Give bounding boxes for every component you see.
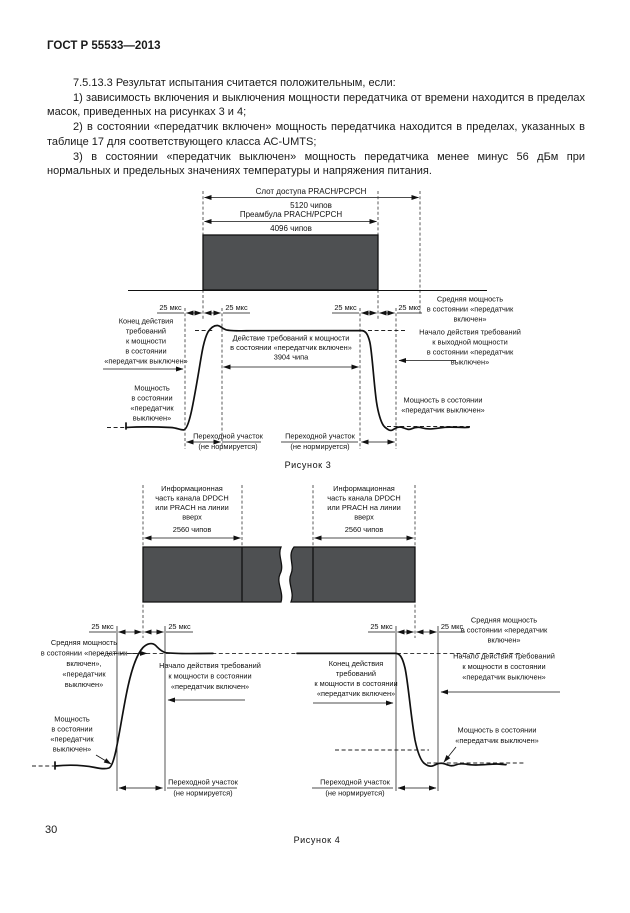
fig3-power-off-left-line: «передатчик	[130, 403, 174, 413]
fig4-burst-left	[143, 547, 282, 602]
fig4-power-off-left-line: «передатчик	[50, 734, 94, 744]
fig3-off-req-start-line: к выходной мощности	[432, 337, 508, 347]
fig4-level-lines	[32, 653, 524, 766]
fig4-avg-on-off-line: Средняя мощность	[50, 638, 118, 647]
fig4-on-req-end-line: требований	[335, 669, 377, 678]
fig3-on-req-line: 3904 чипа	[273, 352, 309, 362]
fig4-off-req-start-line: к мощности в состоянии	[462, 662, 546, 671]
page-number: 30	[45, 824, 58, 836]
fig4-info-left	[145, 484, 241, 538]
fig3-power-off-left-line: Мощность	[134, 383, 170, 393]
fig3-off-req-end-line: Конец действия	[118, 316, 174, 326]
fig3-burst-block	[128, 235, 487, 291]
fig4-avg-on-off-line: включен»,	[66, 659, 102, 668]
fig3-on-req-line: в состоянии «передатчик включен»	[230, 343, 352, 352]
paragraph-item1: 1) зависимость включения и выключения мощности передатчика от времени находится в пределах масок, приведенных на рисунках 3 и 4;	[47, 91, 585, 119]
fig4-info-chips: 2560 чипов	[344, 525, 384, 534]
fig4-info-line: или PRACH на линии	[155, 503, 229, 512]
fig3-off-req-end-line: требований	[125, 326, 167, 336]
fig3-25us-label: 25 мкс	[225, 303, 248, 312]
fig4-info-line: вверх	[354, 512, 374, 522]
document-header: ГОСТ Р 55533—2013	[47, 40, 161, 52]
paragraph-result: 7.5.13.3 Результат испытания считается положительным, если:	[73, 77, 396, 89]
fig4-transition-label: (не нормируется)	[325, 788, 385, 798]
fig4-25us-label: 25 мкс	[168, 622, 191, 631]
fig4-info-line: часть канала DPDCH	[327, 493, 401, 503]
fig3-annotations	[103, 295, 521, 423]
fig3-avg-power-line: в состоянии «передатчик	[426, 304, 514, 314]
paragraph-item3: 3) в состоянии «передатчик выключен» мощность передатчика менее минус 56 дБм при нормальных и предельных значениях температуры и напряжения питания.	[47, 150, 585, 178]
fig4-avg-power-line: включен»	[487, 635, 521, 645]
fig3-caption: Рисунок 3	[284, 460, 332, 470]
fig4-power-off-right-line: Мощность в состоянии	[457, 725, 537, 735]
fig4-transition-label: Переходной участок	[320, 777, 390, 787]
fig4-info-chips: 2560 чипов	[172, 525, 212, 534]
fig4-25us-row	[89, 622, 465, 632]
fig4-avg-power-line: в состоянии «передатчик	[460, 625, 548, 635]
fig3-transition-region	[187, 432, 395, 452]
fig3-transition-label: Переходной участок	[193, 431, 263, 441]
fig4-burst-right	[290, 547, 415, 602]
fig4-info-line: или PRACH на линии	[327, 503, 401, 512]
fig3-preamble-label: Преамбула PRACH/PCPCH	[239, 210, 343, 219]
fig4-burst-blocks	[143, 547, 415, 602]
fig4-on-req-start-line: «передатчик включен»	[170, 682, 250, 691]
fig4-transition-label: (не нормируется)	[173, 788, 233, 798]
fig4-on-req-end-line: к мощности в состоянии	[314, 679, 398, 688]
fig3-slot-chips: 5120 чипов	[290, 201, 332, 210]
fig3-avg-power-line: Средняя мощность	[436, 294, 504, 304]
figure3-diagram	[0, 183, 630, 483]
fig3-transition-label: (не нормируется)	[198, 442, 258, 451]
fig3-off-req-end-line: в состоянии	[125, 346, 167, 356]
fig4-info-line: вверх	[182, 512, 202, 522]
fig3-off-req-end-line: «передатчик выключен»	[104, 356, 188, 366]
fig3-on-req-line: Действие требований к мощности	[232, 333, 350, 343]
fig4-boundary-lines	[117, 626, 438, 791]
fig3-off-req-end-line: к мощности	[126, 336, 166, 346]
fig4-annotations	[41, 616, 560, 765]
fig3-transition-label: Переходной участок	[285, 431, 355, 441]
body-text	[47, 76, 585, 179]
fig3-off-req-start-line: выключен»	[450, 357, 490, 367]
fig3-slot-dimension	[205, 187, 419, 233]
fig3-25us-row	[157, 303, 422, 313]
fig3-power-off-left-line: в состоянии	[131, 393, 173, 403]
fig4-25us-label: 25 мкс	[370, 622, 393, 631]
fig4-info-line: часть канала DPDCH	[155, 493, 229, 503]
fig4-avg-power-line: Средняя мощность	[470, 615, 538, 625]
fig3-25us-label: 25 мкс	[159, 303, 182, 312]
fig4-on-req-start-line: к мощности в состоянии	[168, 671, 252, 681]
fig3-25us-label: 25 мкс	[334, 303, 357, 312]
fig4-info-line: Информационная	[333, 484, 395, 493]
fig4-on-req-end-line: Конец действия	[328, 659, 384, 668]
fig4-info-right	[315, 484, 414, 538]
fig4-avg-on-off-line: выключен»	[64, 680, 104, 689]
fig4-transition-label: Переходной участок	[168, 777, 238, 787]
fig3-25us-label: 25 мкс	[398, 303, 421, 312]
fig3-preamble-chips: 4096 чипов	[270, 224, 312, 233]
fig4-power-off-left-line: в состоянии	[51, 724, 93, 734]
fig3-power-off-right-line: Мощность в состоянии	[403, 395, 483, 405]
fig3-burst-rect	[203, 235, 378, 290]
figure4-diagram	[0, 480, 630, 865]
fig4-on-req-end-line: «передатчик включен»	[316, 689, 396, 698]
fig4-on-req-start-line: Начало действия требований	[159, 661, 261, 670]
fig4-power-off-right-line: «передатчик выключен»	[455, 736, 539, 745]
fig3-slot-label: Слот доступа PRACH/PCPCH	[255, 187, 367, 196]
fig4-info-line: Информационная	[161, 484, 223, 493]
fig4-25us-label: 25 мкс	[440, 622, 464, 631]
fig4-avg-on-off-line: в состоянии «передатчик	[40, 648, 128, 658]
fig4-off-req-start-line: «передатчик выключен»	[462, 672, 546, 682]
fig3-power-off-right-line: «передатчик выключен»	[401, 405, 485, 415]
fig3-transition-label: (не нормируется)	[290, 442, 350, 451]
fig3-power-off-left-line: выключен»	[132, 413, 172, 423]
fig4-25us-label: 25 мкс	[91, 622, 114, 631]
fig3-off-req-start-line: Начало действия требований	[419, 327, 521, 337]
fig3-avg-power-line: включен»	[453, 314, 487, 324]
fig4-transition-region	[119, 778, 436, 798]
fig4-caption: Рисунок 4	[293, 835, 341, 845]
fig4-off-req-start-line: Начало действия требований	[453, 651, 555, 661]
fig4-power-off-left-line: выключен»	[52, 744, 92, 754]
fig4-avg-on-off-line: «передатчик	[62, 669, 106, 679]
fig4-power-off-left-line: Мощность	[54, 714, 90, 724]
paragraph-item2: 2) в состоянии «передатчик включен» мощность передатчика находится в пределах, указанных в таблице 17 для соответствующего класса АС-UMTS;	[47, 121, 585, 148]
fig3-off-req-start-line: в состоянии «передатчик	[426, 347, 514, 357]
